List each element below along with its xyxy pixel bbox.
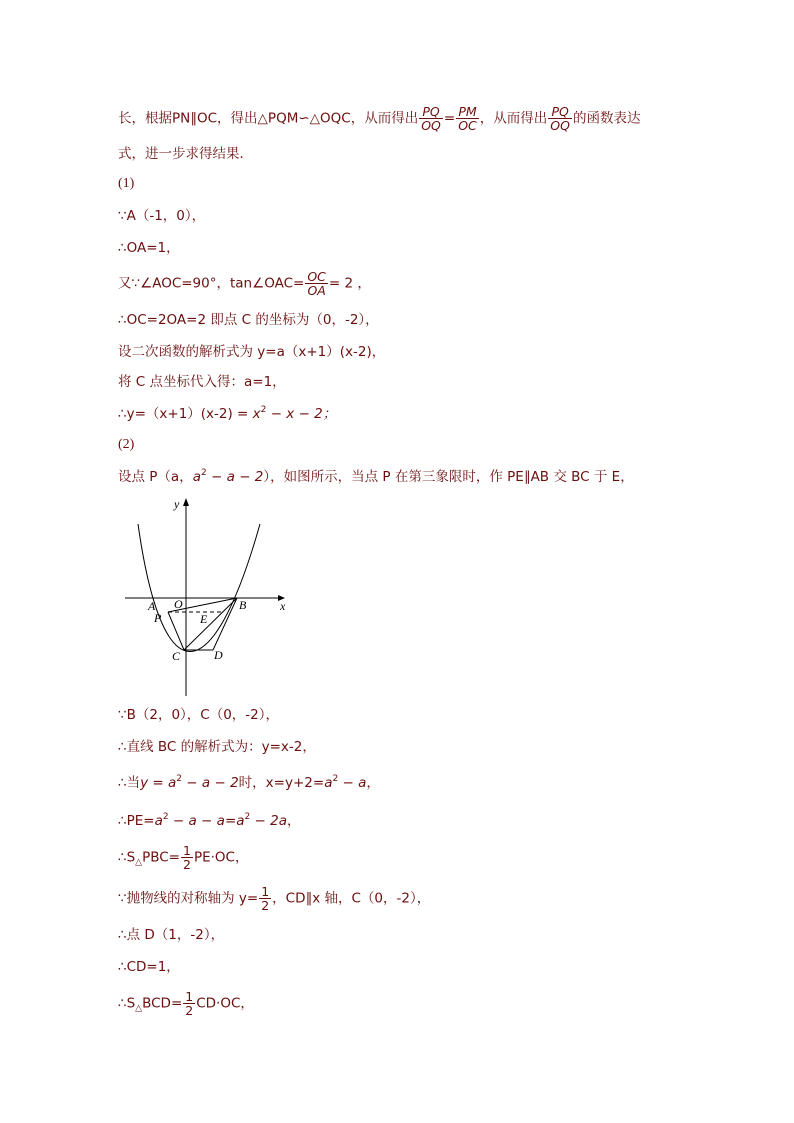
text-line-10 [118,401,336,427]
fraction-one-half [183,990,195,1017]
line-10-text-b: − x − 2； [266,406,337,422]
fraction-denominator: OA [307,283,326,298]
fraction-denominator: 2 [183,857,191,872]
line-17-text-b: PBC= [142,849,180,866]
equals-sign: = [443,110,456,127]
parabola-curve [138,524,260,652]
line-16-text-e: ， [287,813,301,829]
line-18-text-b: ，CD∥x 轴，C（0，-2）， [272,890,431,907]
line-16-text-c: = [224,813,237,829]
fraction-numerator: PM [456,105,479,119]
fraction-pm-oc [456,105,479,132]
parabola-figure [122,494,292,698]
fraction-denominator: OQ [421,118,441,133]
line-17-text-c: PE·OC， [193,849,249,866]
segment-bc [184,598,237,650]
text-line-7: ∴OC=2OA=2 即点 C 的坐标为（0，-2）， [118,312,379,328]
math-var-a: a [168,775,177,791]
text-line-18 [118,885,430,911]
label-d: D [214,648,223,662]
label-y: y [174,497,180,511]
math-exponent: 2 [201,468,207,478]
text-line-21 [118,990,254,1016]
fraction-numerator: PQ [419,105,443,119]
fraction-pq-oq-2 [548,105,572,132]
math-var-y: y [140,775,149,791]
line-15-text-a: ∴当 [118,775,141,791]
segment-bd [213,598,237,650]
text-line-1 [118,105,640,131]
fraction-denominator: OQ [550,118,570,133]
segment-pc [168,612,184,650]
math-var-a: a [236,813,245,829]
line-1-text-b: ，从而得出 [479,110,548,127]
label-a: A [148,599,156,613]
fraction-one-half [259,885,271,912]
fraction-numerator: 1 [183,843,191,858]
math-exponent: 2 [332,774,339,784]
y-axis-arrow-icon [183,498,189,506]
line-21-text-b: BCD= [142,995,183,1012]
fraction-pq-oq [419,105,443,132]
text-line-20: ∴CD=1， [118,959,180,975]
math-var-a: a [154,813,163,829]
line-15-text-e: ， [366,775,380,791]
line-21-text-a: ∴S [118,995,136,1012]
text-line-9: 将 C 点坐标代入得：a=1， [118,374,286,390]
fraction-numerator: PQ [548,105,572,119]
parabola-diagram-svg [122,494,292,698]
fraction-denominator: OC [458,118,477,133]
line-6-text-b: = 2 ， [328,275,371,292]
line-12-text-c: ），如图所示，当点 P 在第三象限时，作 PE∥AB 交 BC 于 E， [263,469,634,485]
triangle-subscript: △ [135,857,143,868]
fraction-numerator: 1 [261,884,270,899]
text-line-6 [118,270,371,296]
label-x: x [280,599,286,613]
line-10-text-a: ∴y=（x+1）(x-2) = [118,406,253,422]
fraction-one-half [181,844,193,871]
label-p: P [154,611,162,625]
text-line-5: ∴OA=1， [118,240,180,256]
line-21-text-c: CD·OC， [196,995,254,1012]
line-1-text-a: 长，根据PN∥OC，得出△PQM∽△OQC，从而得出 [118,110,419,127]
line-16-text-d: − 2a [250,813,288,829]
line-1-text-c: 的函数表达 [572,110,641,127]
text-line-15 [118,770,380,796]
line-16-text-a: ∴PE= [118,813,155,829]
math-var-x: x [252,406,261,422]
label-c: C [172,649,181,663]
fraction-denominator: 2 [261,898,270,913]
text-line-2: 式，进一步求得结果． [118,146,253,162]
fraction-oc-oa [305,270,328,297]
part-1-label: (1) [118,176,135,191]
text-line-14: ∴直线 BC 的解析式为：y=x-2， [118,739,316,755]
line-12-text-b: − a − 2 [206,469,264,485]
line-18-text-a: ∵抛物线的对称轴为 y= [118,890,259,907]
label-e: E [200,612,208,626]
fraction-denominator: 2 [185,1003,194,1018]
line-17-text-a: ∴S [118,849,136,866]
part-2-label: (2) [118,437,135,452]
triangle-subscript: △ [135,1003,143,1014]
math-exponent: 2 [260,405,267,415]
label-b: B [239,598,247,612]
text-line-8: 设二次函数的解析式为 y=a（x+1）(x-2)， [118,344,386,360]
text-line-13: ∵B（2，0），C（0，-2）， [118,707,280,723]
line-15-text-d: − a [338,775,367,791]
text-line-12 [118,464,634,490]
text-line-19: ∴点 D（1，-2）， [118,927,225,943]
line-16-text-b: − a − a [168,813,225,829]
text-line-17 [118,844,248,870]
text-line-4: ∵A（-1，0）， [118,208,206,224]
math-exponent: 2 [176,774,183,784]
math-var-a: a [192,469,201,485]
label-o: O [174,597,183,611]
equals-sign: = [148,775,168,791]
text-line-16 [118,808,301,834]
math-exponent: 2 [244,812,251,822]
line-15-text-b: − a − 2 [182,775,239,791]
fraction-numerator: 1 [185,989,194,1004]
line-12-text-a: 设点 P（a， [118,469,193,485]
line-6-text-a: 又∵∠AOC=90°，tan∠OAC= [118,275,305,292]
fraction-numerator: OC [307,269,326,284]
line-15-text-c: 时，x=y+2= [238,775,325,791]
math-var-a: a [324,775,333,791]
math-exponent: 2 [162,812,169,822]
